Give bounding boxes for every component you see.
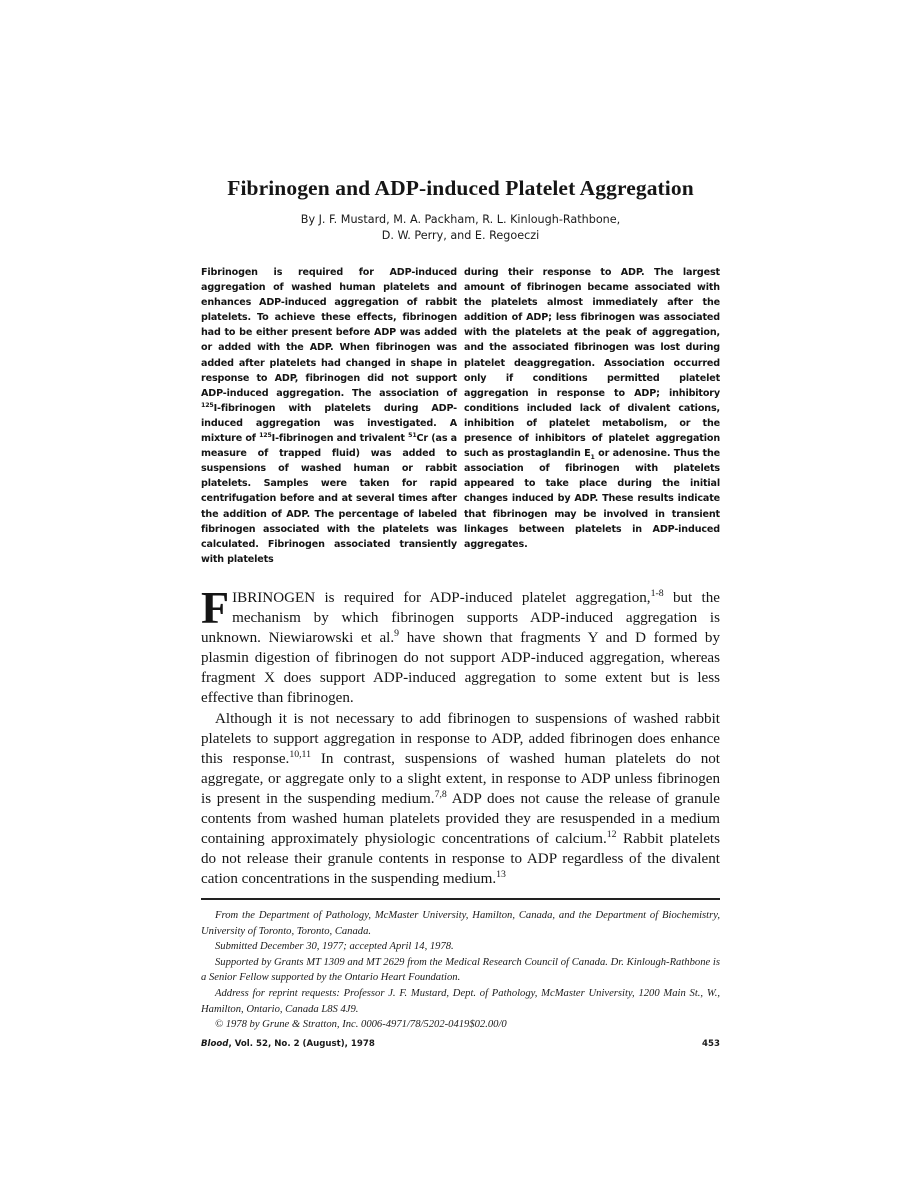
- abstract: [201, 265, 720, 567]
- citation-ref: 10,11: [289, 748, 311, 760]
- footnotes: [201, 908, 720, 1033]
- abstract-text-right: during their response to ADP. The largest amount of fibrinogen became associated with the platelets almost immediately after the addition of ADP; less fibrinogen was associated with the platelets at the peak of aggregation, and the associated fibrinogen was lost during platelet deaggregation. Association occurred only if conditions permitted platelet aggregation in response to ADP; inhibitory conditions included lack of divalent cations, inhibition of platelet metabolism, or the presence of inhibitors of platelet aggregation such as prostaglandin $E_1$ or adenosine. Thus the association of fibrinogen with platelets appeared to take place during the initial changes induced by ADP. These results indicate that fibrinogen may be involved in transient linkages between platelets in ADP-induced aggregates.: [464, 267, 720, 550]
- page-footer: [201, 1039, 720, 1049]
- author-list: [201, 212, 720, 244]
- body-text: [201, 582, 721, 889]
- footnote-affiliation: From the Department of Pathology, McMaster University, Hamilton, Canada, and the Department of Biochemistry, University of Toronto, Toronto, Canada.: [201, 910, 720, 937]
- citation-ref: 13: [496, 869, 506, 881]
- authors-line-1: By J. F. Mustard, M. A. Packham, R. L. Kinlough-Rathbone,: [300, 213, 621, 226]
- abstract-column-right: [464, 265, 720, 567]
- authors-line-2: D. W. Perry, and E. Regoeczi: [381, 229, 540, 242]
- footnote-support: Supported by Grants MT 1309 and MT 2629 from the Medical Research Council of Canada. Dr. Kinlough-Rathbone is a Senior Fellow supported by the Ontario Heart Foundation.: [201, 956, 720, 984]
- abstract-column-left: [201, 265, 457, 567]
- page-number: 453: [702, 1039, 720, 1049]
- journal-citation: Blood, Vol. 52, No. 2 (August), 1978: [201, 1039, 375, 1049]
- drop-cap: F: [201, 582, 230, 633]
- body-paragraph-1: FIBRINOGEN is required for ADP-induced platelet aggregation,$^{1-8}$ but the mechanism by which fibrinogen supports ADP-induced aggregation is unknown. Niewiarowski et al.$^9$ have shown that fragments Y and D formed by plasmin digestion of fibrinogen do not support ADP-induced aggregation, whereas fragment X does support ADP-induced aggregation to some extent but is less effective than fibrinogen.: [201, 582, 720, 707]
- article-title: Fibrinogen and ADP-induced Platelet Aggregation: [227, 176, 694, 200]
- abstract-text-left: Fibrinogen is required for ADP-induced aggregation of washed human platelets and enhances ADP-induced aggregation of rabbit platelets. To achieve these effects, fibrinogen had to be either present before ADP was added or added with the ADP. When fibrinogen was added after platelets had changed in shape in response to ADP, fibrinogen did not support ADP-induced aggregation. The association of $^{125}$I-fibrinogen with platelets during ADP-induced aggregation was investigated. A mixture of $^{125}$I-fibrinogen and trivalent $^{51}$Cr (as a measure of trapped fluid) was added to suspensions of washed human or rabbit platelets. Samples were taken for rapid centrifugation before and at several times after the addition of ADP. The percentage of labeled fibrinogen associated with the platelets was calculated. Fibrinogen associated transiently with platelets: [201, 267, 457, 565]
- body-paragraph-2: Although it is not necessary to add fibrinogen to suspensions of washed rabbit platelets to support aggregation in response to ADP, added fibrinogen does enhance this response.$^{10,11}$ In contrast, suspensions of washed human platelets do not aggregate, or aggregate only to a slight extent, in response to ADP unless fibrinogen is present in the suspending medium.$^{7,8}$ ADP does not cause the release of granule contents from washed human platelets provided they are resuspended in a medium containing approximately physiologic concentrations of calcium.$^{12}$ Rabbit platelets do not release their granule contents in response to ADP regardless of the divalent cation concentrations in the suspending medium.$^{13}$: [201, 710, 721, 888]
- footnote-submitted: Submitted December 30, 1977; accepted April 14, 1978.: [215, 941, 454, 953]
- footnote-copyright: © 1978 by Grune & Stratton, Inc. 0006-4971/78/5202-0419$02.00/0: [215, 1019, 507, 1031]
- footnote-divider: [201, 898, 720, 900]
- citation-ref: 7,8: [434, 788, 447, 800]
- citation-ref: 1-8: [650, 587, 664, 599]
- citation-ref: 9: [394, 628, 400, 640]
- citation-ref: 12: [606, 829, 617, 841]
- footnote-reprints: Address for reprint requests: Professor J. F. Mustard, Dept. of Pathology, McMaster University, 1200 Main St., W., Hamilton, Ontario, Canada L8S 4J9.: [201, 987, 720, 1015]
